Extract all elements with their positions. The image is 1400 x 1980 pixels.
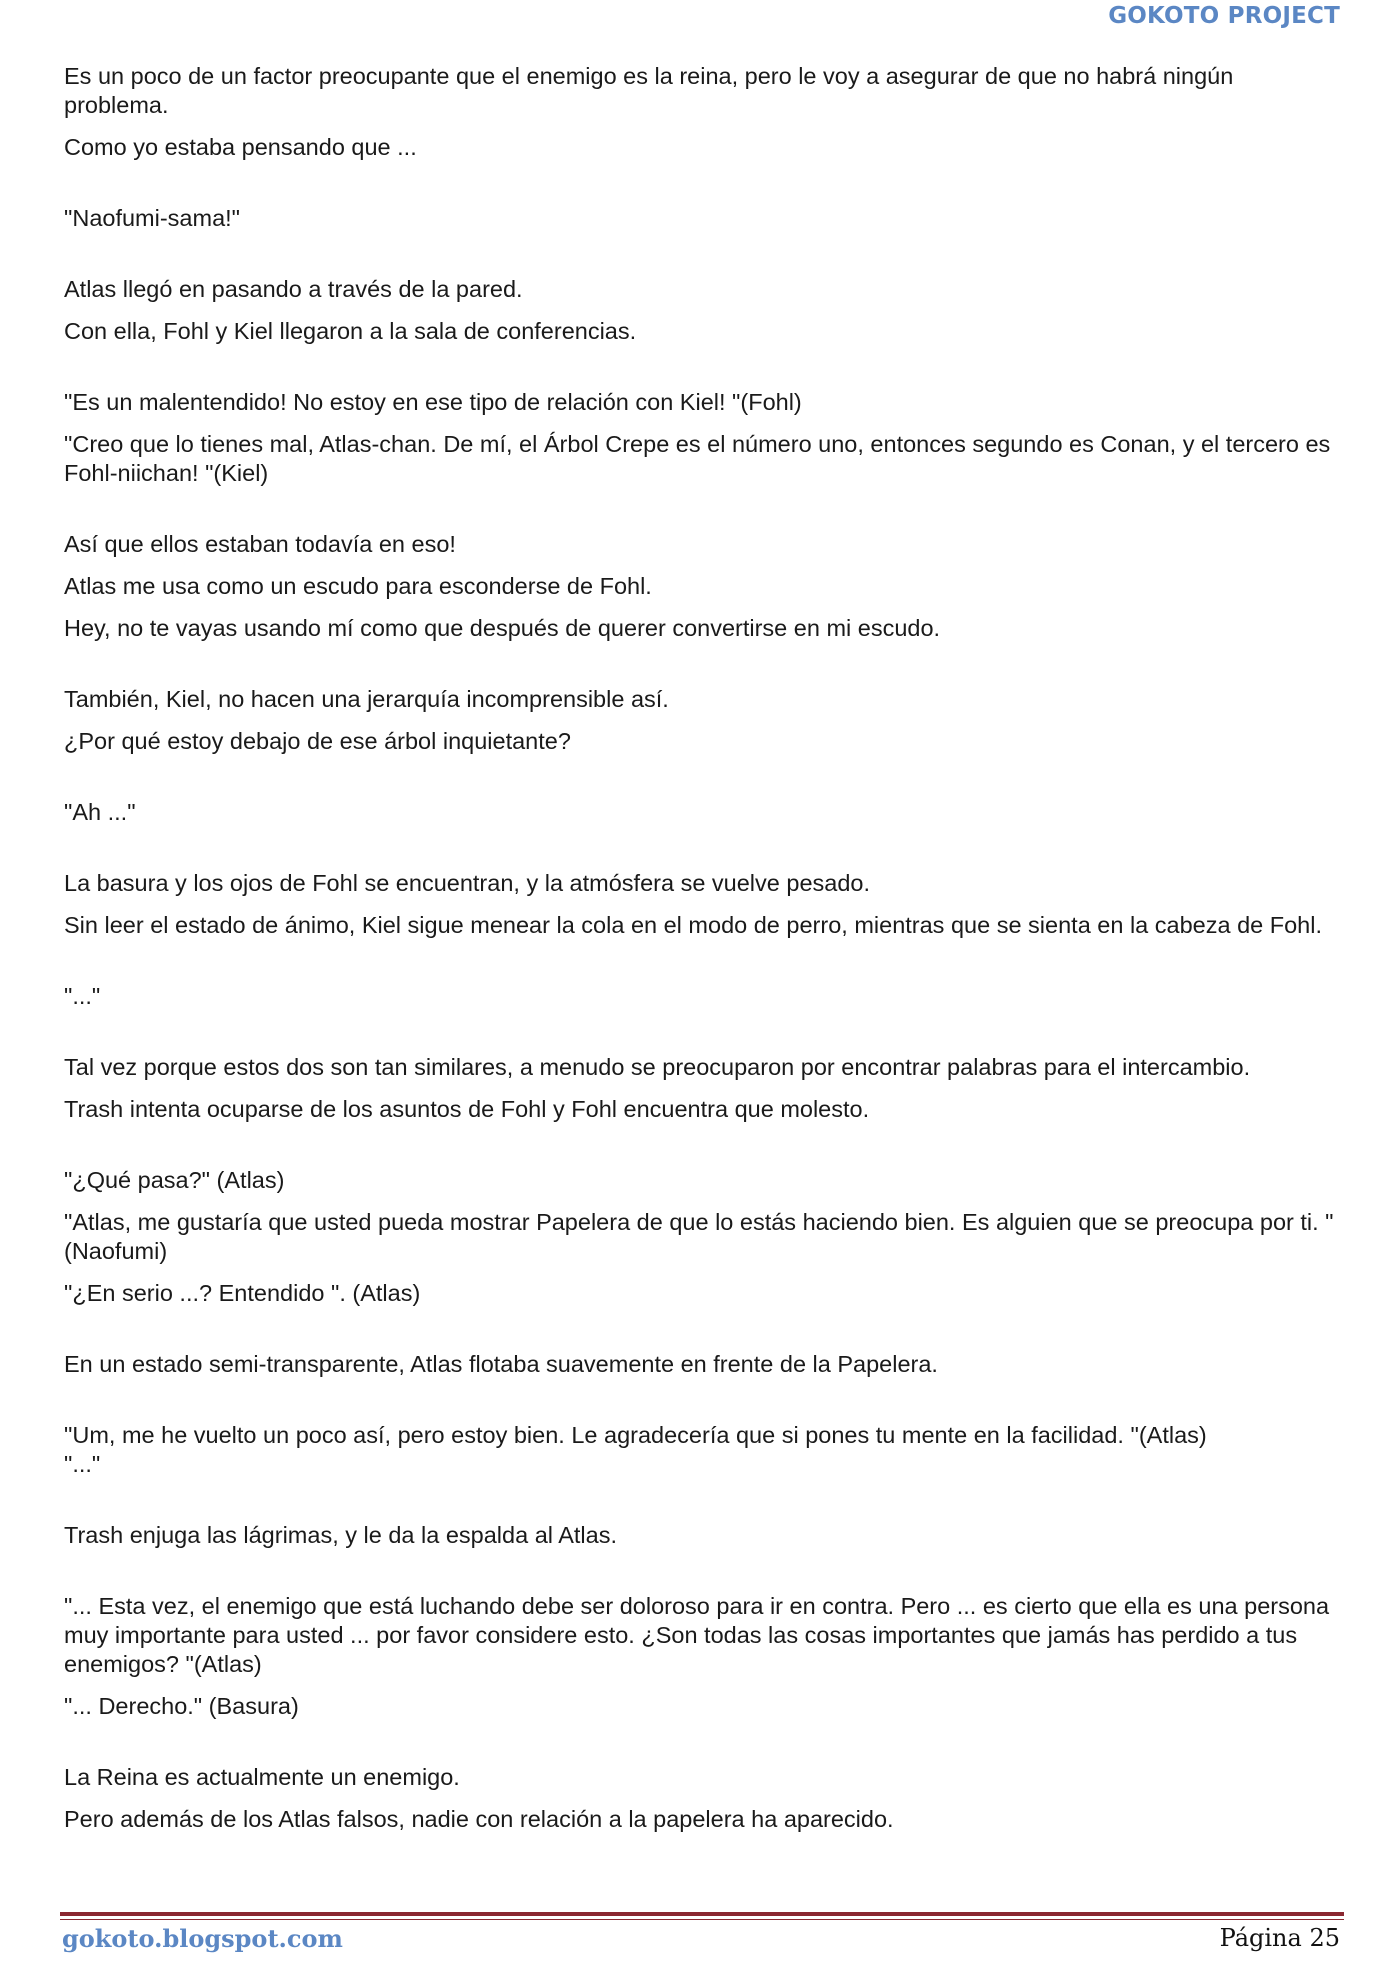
paragraph: La basura y los ojos de Fohl se encuentran, y la atmósfera se vuelve pesado. (64, 870, 870, 896)
paragraph: "... Derecho." (Basura) (64, 1693, 299, 1719)
paragraph: "¿Qué pasa?" (Atlas) (64, 1167, 285, 1193)
paragraph: "Ah ..." (64, 799, 136, 825)
paragraph: En un estado semi-transparente, Atlas flotaba suavemente en frente de la Papelera. (64, 1351, 938, 1377)
paragraph: "Es un malentendido! No estoy en ese tipo de relación con Kiel! "(Fohl) (64, 389, 802, 415)
paragraph: "Um, me he vuelto un poco así, pero estoy bien. Le agradecería que si pones tu mente en la facilidad. "(Atlas) (64, 1422, 1207, 1448)
paragraph: "..." (64, 983, 101, 1009)
paragraph: "Atlas, me gustaría que usted pueda mostrar Papelera de que lo estás haciendo bien. Es alguien que se preocupa por ti. "(Naofumi) (64, 1209, 1334, 1264)
paragraph: Pero además de los Atlas falsos, nadie con relación a la papelera ha aparecido. (64, 1806, 894, 1832)
page-number: Página 25 (1219, 1924, 1340, 1952)
paragraph: Tal vez porque estos dos son tan similares, a menudo se preocuparon por encontrar palabras para el intercambio. (64, 1054, 1251, 1080)
paragraph: Hey, no te vayas usando mí como que después de querer convertirse en mi escudo. (64, 615, 941, 641)
footer-divider (60, 1912, 1344, 1916)
paragraph: Atlas me usa como un escudo para esconderse de Fohl. (64, 573, 652, 599)
paragraph: Trash intenta ocuparse de los asuntos de Fohl y Fohl encuentra que molesto. (64, 1096, 870, 1122)
paragraph: "Creo que lo tienes mal, Atlas-chan. De mí, el Árbol Crepe es el número uno, entonces segundo es Conan, y el tercero es Fohl-niichan! "(Kiel) (64, 431, 1331, 486)
paragraph: Es un poco de un factor preocupante que el enemigo es la reina, pero le voy a asegurar de que no habrá ningún problema. (64, 63, 1234, 118)
paragraph: ¿Por qué estoy debajo de ese árbol inquietante? (64, 728, 571, 754)
paragraph: "..." (64, 1451, 101, 1477)
paragraph: Así que ellos estaban todavía en eso! (64, 531, 456, 557)
paragraph: Sin leer el estado de ánimo, Kiel sigue menear la cola en el modo de perro, mientras que se sienta en la cabeza de Fohl. (64, 912, 1322, 938)
paragraph: Con ella, Fohl y Kiel llegaron a la sala de conferencias. (64, 318, 637, 344)
paragraph: "... Esta vez, el enemigo que está luchando debe ser doloroso para ir en contra. Pero ... es cierto que ella es una persona muy importante para usted ... por favor considere esto. ¿Son todas las cosas importantes que jamás has perdido a tus enemigos? "(Atlas) (64, 1593, 1330, 1677)
footer-blog-link[interactable]: gokoto.blogspot.com (62, 1924, 343, 1953)
paragraph: "Naofumi-sama!" (64, 205, 241, 231)
document-body (64, 62, 1344, 1834)
paragraph: Como yo estaba pensando que ... (64, 134, 417, 160)
paragraph: Trash enjuga las lágrimas, y le da la espalda al Atlas. (64, 1522, 617, 1548)
paragraph: La Reina es actualmente un enemigo. (64, 1764, 460, 1790)
paragraph: También, Kiel, no hacen una jerarquía incomprensible así. (64, 686, 669, 712)
paragraph: "¿En serio ...? Entendido ". (Atlas) (64, 1280, 421, 1306)
paragraph: Atlas llegó en pasando a través de la pared. (64, 276, 523, 302)
header-brand: GOKOTO PROJECT (1108, 3, 1340, 29)
footer-divider-thin (60, 1919, 1344, 1920)
